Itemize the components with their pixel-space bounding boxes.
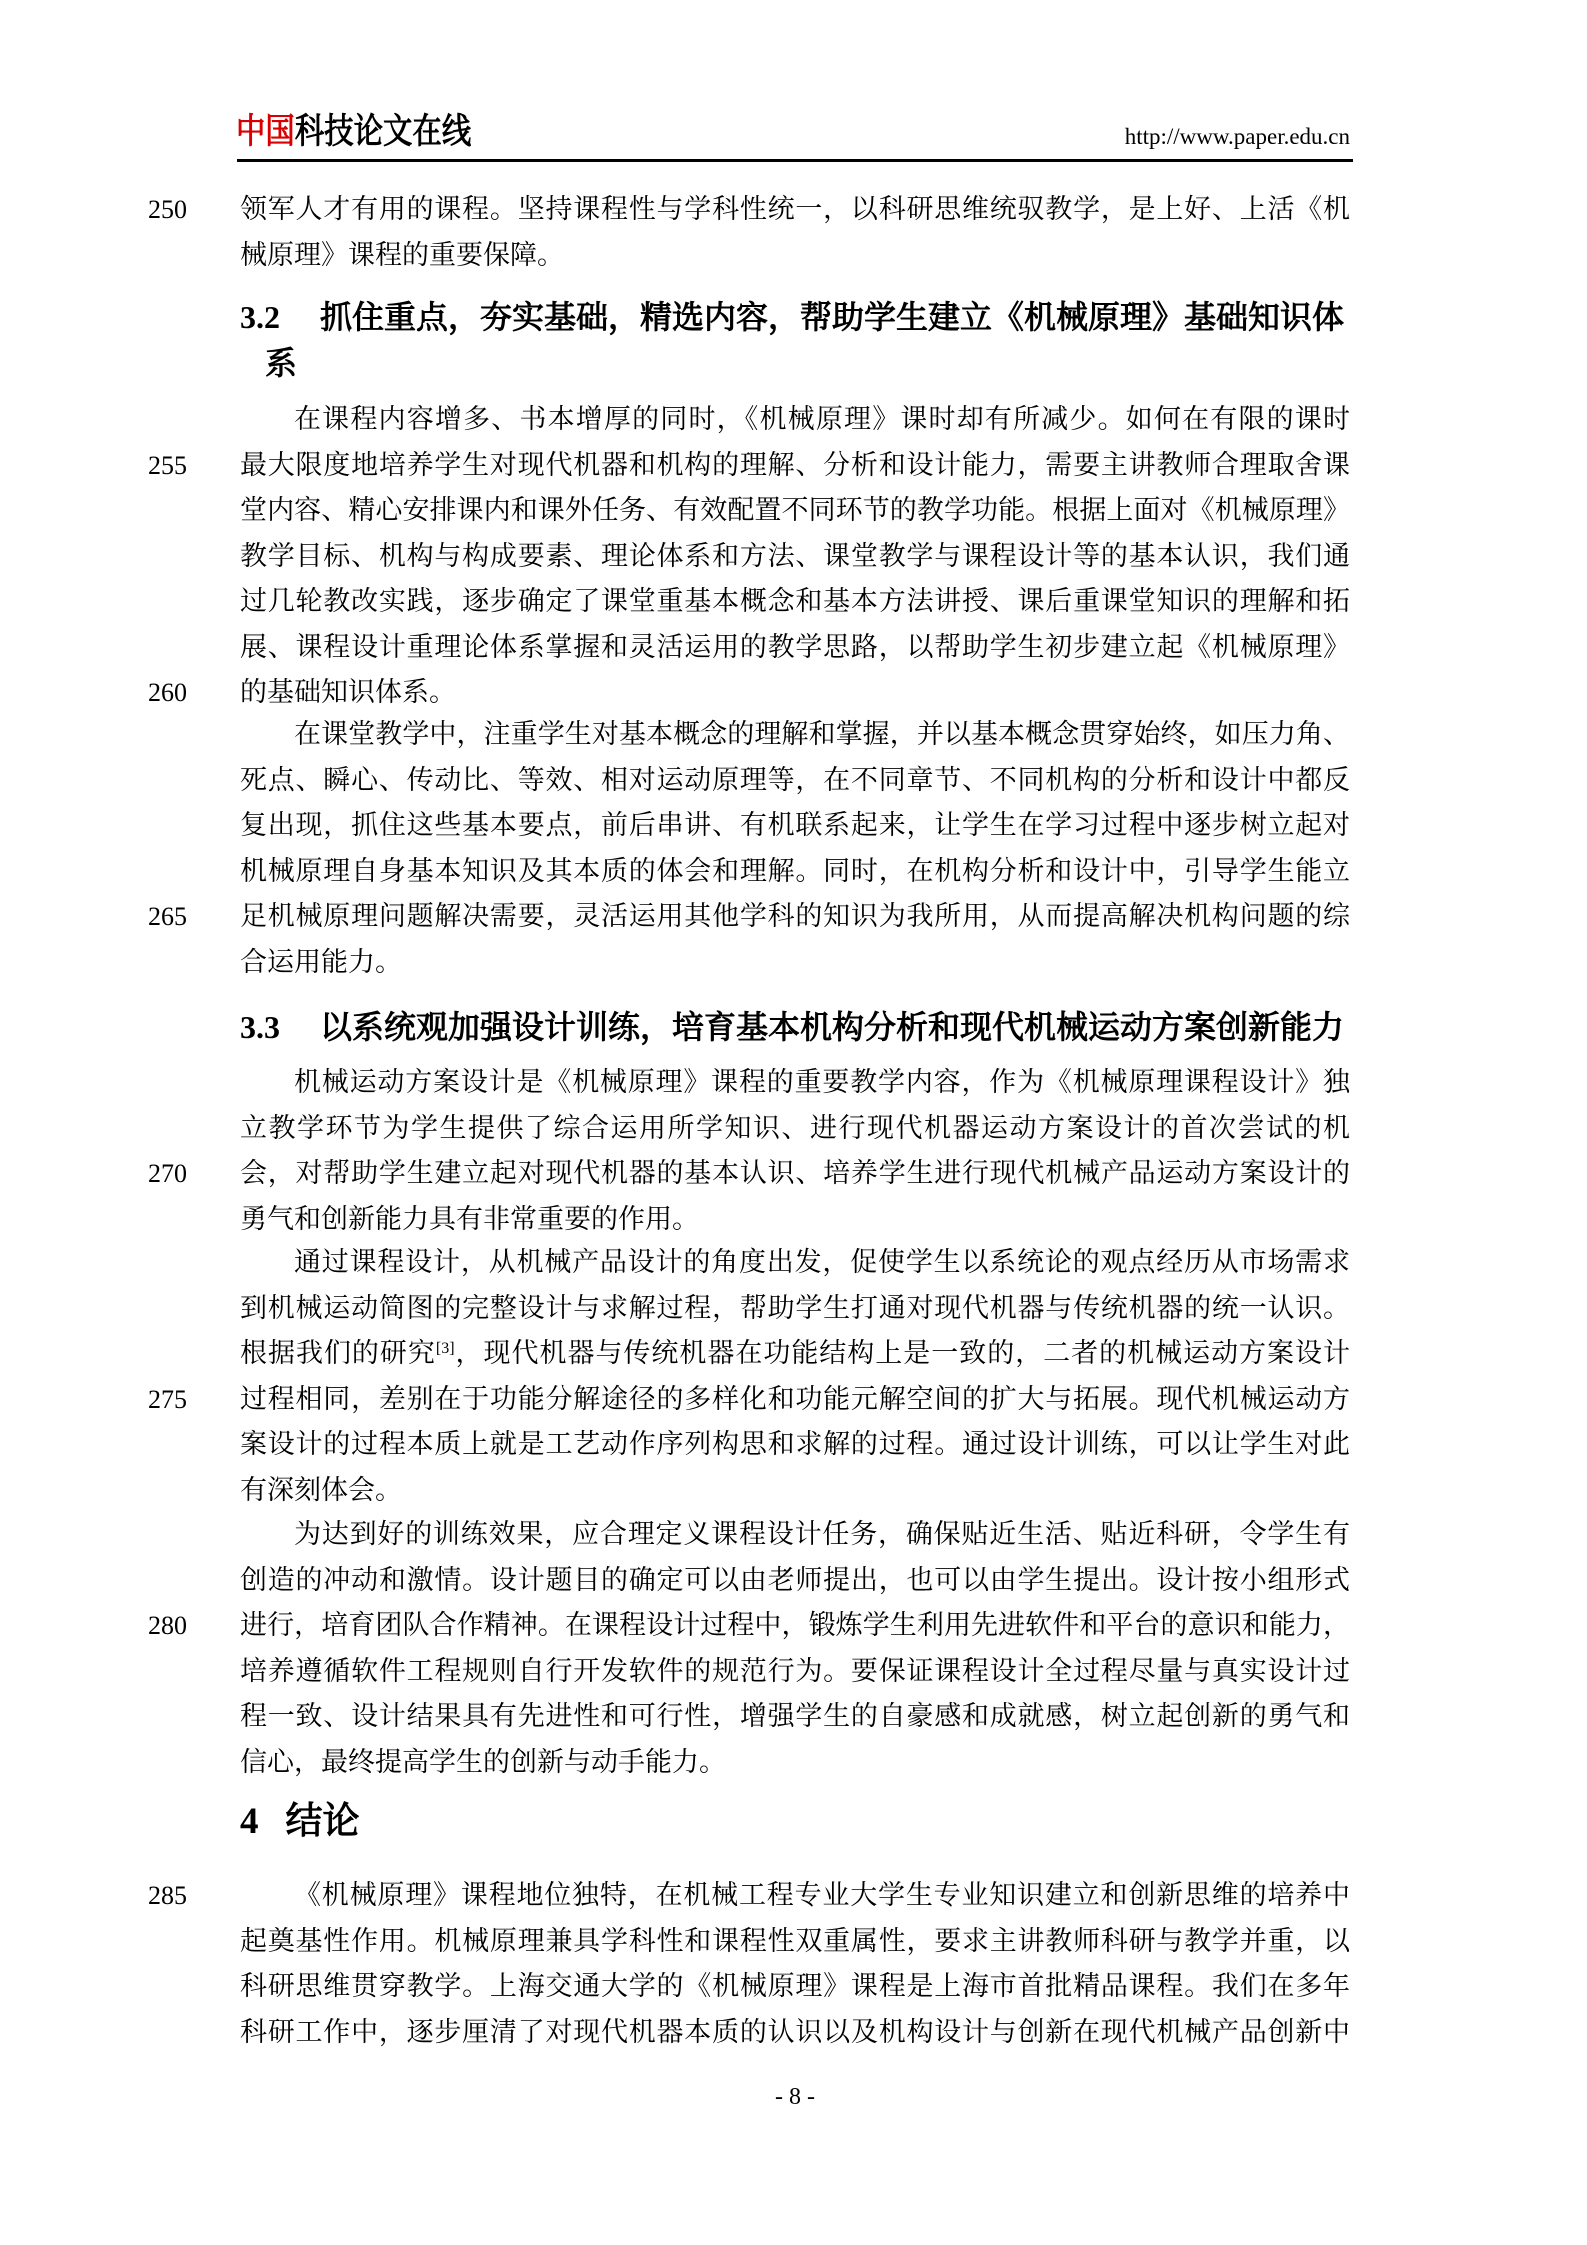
body-line	[148, 1740, 1350, 1786]
body-line	[148, 712, 1350, 758]
line-text: 过几轮教改实践，逐步确定了课堂重基本概念和基本方法讲授、课后重课堂知识的理解和拓	[240, 586, 1350, 616]
logo-text-china: 中国	[236, 112, 295, 151]
line-text: 培养遵循软件工程规则自行开发软件的规范行为。要保证课程设计全过程尽量与真实设计过	[240, 1655, 1350, 1686]
heading-title: 结论	[285, 1801, 360, 1842]
line-number	[148, 849, 240, 895]
line-number: 285	[148, 1881, 187, 1910]
body-line	[148, 488, 1350, 534]
body-line	[148, 1919, 1350, 1965]
logo-text-sciencepaper-online: 科技论文在线	[294, 112, 472, 151]
body-line	[148, 625, 1350, 671]
body-line	[148, 1964, 1350, 2010]
line-number	[148, 1740, 240, 1786]
heading-number: 4	[240, 1801, 259, 1842]
line-text: 的基础知识体系。	[240, 677, 456, 707]
body-line	[148, 758, 1350, 804]
line-number	[148, 397, 240, 443]
body-line	[148, 1873, 1350, 1919]
line-text: 会，对帮助学生建立起对现代机器的基本认识、培养学生进行现代机械产品运动方案设计的	[240, 1158, 1350, 1188]
line-number: 275	[148, 1384, 187, 1414]
body-line	[148, 1422, 1350, 1468]
line-text: 足机械原理问题解决需要，灵活运用其他学科的知识为我所用，从而提高解决机构问题的综	[240, 901, 1350, 931]
line-number	[148, 1106, 240, 1152]
body-line	[148, 1468, 1350, 1514]
body-line	[148, 534, 1350, 580]
line-text: 领军人才有用的课程。坚持课程性与学科性统一，以科研思维统驭教学，是上好、上活《机	[240, 194, 1350, 224]
section-heading-4	[240, 1798, 1355, 1846]
line-number	[148, 940, 240, 986]
line-number: 270	[148, 1159, 187, 1188]
line-text-post: ，现代机器与传统机器在功能结构上是一致的，二者的机械运动方案设计	[454, 1338, 1351, 1368]
line-number	[148, 579, 240, 625]
line-text: 科研思维贯穿教学。上海交通大学的《机械原理》课程是上海市首批精品课程。我们在多年	[240, 1971, 1350, 2001]
paragraph	[148, 1060, 1350, 1242]
body-line	[148, 233, 1350, 279]
line-number	[148, 803, 240, 849]
body-line	[148, 2010, 1350, 2056]
body-line	[148, 803, 1350, 849]
section-heading-3-2	[240, 294, 1355, 386]
site-url[interactable]: http://www.paper.edu.cn	[1124, 124, 1350, 149]
line-text: 程一致、设计结果具有先进性和可行性，增强学生的自豪感和成就感，树立起创新的勇气和	[240, 1701, 1350, 1731]
line-text: 为达到好的训练效果，应合理定义课程设计任务，确保贴近生活、贴近科研，令学生有	[294, 1519, 1350, 1549]
line-number	[148, 1197, 240, 1243]
line-number	[148, 1331, 240, 1377]
body-line	[148, 1377, 1350, 1423]
paragraph	[148, 1512, 1350, 1785]
section-heading-3-3	[240, 1004, 1355, 1050]
heading-title: 以系统观加强设计训练，培育基本机构分析和现代机械运动方案创新能力	[320, 1009, 1345, 1045]
line-text: 复出现，抓住这些基本要点，前后串讲、有机联系起来，让学生在学习过程中逐步树立起对	[240, 810, 1350, 840]
line-text: 展、课程设计重理论体系掌握和灵活运用的教学思路，以帮助学生初步建立起《机械原理》	[240, 631, 1350, 662]
line-text: 在课堂教学中，注重学生对基本概念的理解和掌握，并以基本概念贯穿始终，如压力角、	[294, 719, 1350, 749]
heading-number: 3.3	[240, 1009, 280, 1045]
header-rule	[237, 159, 1353, 162]
heading-title: 抓住重点，夯实基础，精选内容，帮助学生建立《机械原理》基础知识体	[320, 299, 1345, 335]
heading-carry: 系	[265, 345, 298, 381]
line-number	[148, 1694, 240, 1740]
line-text: 最大限度地培养学生对现代机器和机构的理解、分析和设计能力，需要主讲教师合理取舍课	[240, 449, 1350, 480]
body-line	[148, 940, 1350, 986]
line-number: 250	[148, 195, 187, 224]
line-text: 创造的冲动和激情。设计题目的确定可以由老师提出，也可以由学生提出。设计按小组形式	[240, 1564, 1350, 1595]
line-number: 260	[148, 678, 187, 707]
line-text: 在课程内容增多、书本增厚的同时，《机械原理》课时却有所减少。如何在有限的课时	[294, 404, 1350, 434]
line-number	[148, 233, 240, 279]
body-line	[148, 894, 1350, 940]
line-number: 255	[148, 450, 187, 480]
line-number	[148, 1240, 240, 1286]
paragraph	[148, 397, 1350, 716]
line-text: 进行，培育团队合作精神。在课程设计过程中，锻炼学生利用先进软件和平台的意识和能力，	[240, 1610, 1350, 1640]
line-number: 265	[148, 902, 187, 931]
body-line	[148, 187, 1350, 233]
line-text: 合运用能力。	[240, 946, 402, 977]
body-line	[148, 1649, 1350, 1695]
line-text: 起奠基性作用。机械原理兼具学科性和课程性双重属性，要求主讲教师科研与教学并重，以	[240, 1925, 1350, 1956]
body-line	[148, 1106, 1350, 1152]
body-line	[148, 1151, 1350, 1197]
line-number	[148, 625, 240, 671]
line-number	[148, 1060, 240, 1106]
line-text: 过程相同，差别在于功能分解途径的多样化和功能元解空间的扩大与拓展。现代机械运动方	[240, 1383, 1350, 1414]
line-number	[148, 1286, 240, 1332]
line-number	[148, 1919, 240, 1965]
line-text	[240, 1331, 1350, 1377]
line-text: 堂内容、精心安排课内和课外任务、有效配置不同环节的教学功能。根据上面对《机械原理》	[240, 495, 1350, 525]
line-number	[148, 712, 240, 758]
line-text: 信心，最终提高学生的创新与动手能力。	[240, 1746, 726, 1777]
line-text-pre: 根据我们的研究	[240, 1338, 436, 1368]
heading-line	[240, 294, 1355, 340]
line-number	[148, 534, 240, 580]
line-number	[148, 1558, 240, 1604]
line-number	[148, 1649, 240, 1695]
line-text: 机械原理自身基本知识及其本质的体会和理解。同时，在机构分析和设计中，引导学生能立	[240, 855, 1350, 886]
page-number: - 8 -	[775, 2084, 815, 2110]
body-line	[148, 579, 1350, 625]
line-number	[148, 1468, 240, 1514]
line-text: 科研工作中，逐步厘清了对现代机器本质的认识以及机构设计与创新在现代机械产品创新中	[240, 2016, 1350, 2047]
paragraph	[148, 187, 1350, 278]
line-text: 勇气和创新能力具有非常重要的作用。	[240, 1203, 699, 1234]
body-line	[148, 1331, 1350, 1377]
paragraph	[148, 712, 1350, 985]
line-text: 机械运动方案设计是《机械原理》课程的重要教学内容，作为《机械原理课程设计》独	[294, 1067, 1350, 1097]
line-text: 死点、瞬心、传动比、等效、相对运动原理等，在不同章节、不同机构的分析和设计中都反	[240, 764, 1350, 795]
body-line	[148, 443, 1350, 489]
line-number	[148, 1422, 240, 1468]
line-text: 《机械原理》课程地位独特，在机械工程专业大学生专业知识建立和创新思维的培养中	[294, 1880, 1350, 1910]
line-number: 280	[148, 1611, 187, 1640]
body-line	[148, 1512, 1350, 1558]
body-line	[148, 1558, 1350, 1604]
line-text: 有深刻体会。	[240, 1474, 402, 1505]
site-logo	[236, 110, 471, 154]
line-number	[148, 1512, 240, 1558]
heading-number: 3.2	[240, 299, 280, 335]
line-number	[148, 758, 240, 804]
body-line	[148, 1060, 1350, 1106]
body-line	[148, 397, 1350, 443]
heading-line	[240, 1004, 1355, 1050]
body-line	[148, 1286, 1350, 1332]
heading-line	[240, 1798, 1355, 1846]
body-line	[148, 1603, 1350, 1649]
line-text: 案设计的过程本质上就是工艺动作序列构思和求解的过程。通过设计训练，可以让学生对此	[240, 1429, 1350, 1459]
line-number	[148, 2010, 240, 2056]
line-number	[148, 1964, 240, 2010]
line-text: 到机械运动简图的完整设计与求解过程，帮助学生打通对现代机器与传统机器的统一认识。	[240, 1292, 1350, 1323]
body-line	[148, 1240, 1350, 1286]
body-line	[148, 670, 1350, 716]
body-line	[148, 849, 1350, 895]
citation-ref-3: [3]	[435, 1340, 455, 1357]
line-text: 教学目标、机构与构成要素、理论体系和方法、课堂教学与课程设计等的基本认识，我们通	[240, 540, 1350, 571]
line-number	[148, 488, 240, 534]
line-text: 械原理》课程的重要保障。	[240, 239, 564, 270]
paragraph	[148, 1873, 1350, 2055]
body-line	[148, 1197, 1350, 1243]
paragraph	[148, 1240, 1350, 1513]
line-text: 立教学环节为学生提供了综合运用所学知识、进行现代机器运动方案设计的首次尝试的机	[240, 1112, 1350, 1143]
line-text: 通过课程设计，从机械产品设计的角度出发，促使学生以系统论的观点经历从市场需求	[294, 1247, 1350, 1277]
body-line	[148, 1694, 1350, 1740]
